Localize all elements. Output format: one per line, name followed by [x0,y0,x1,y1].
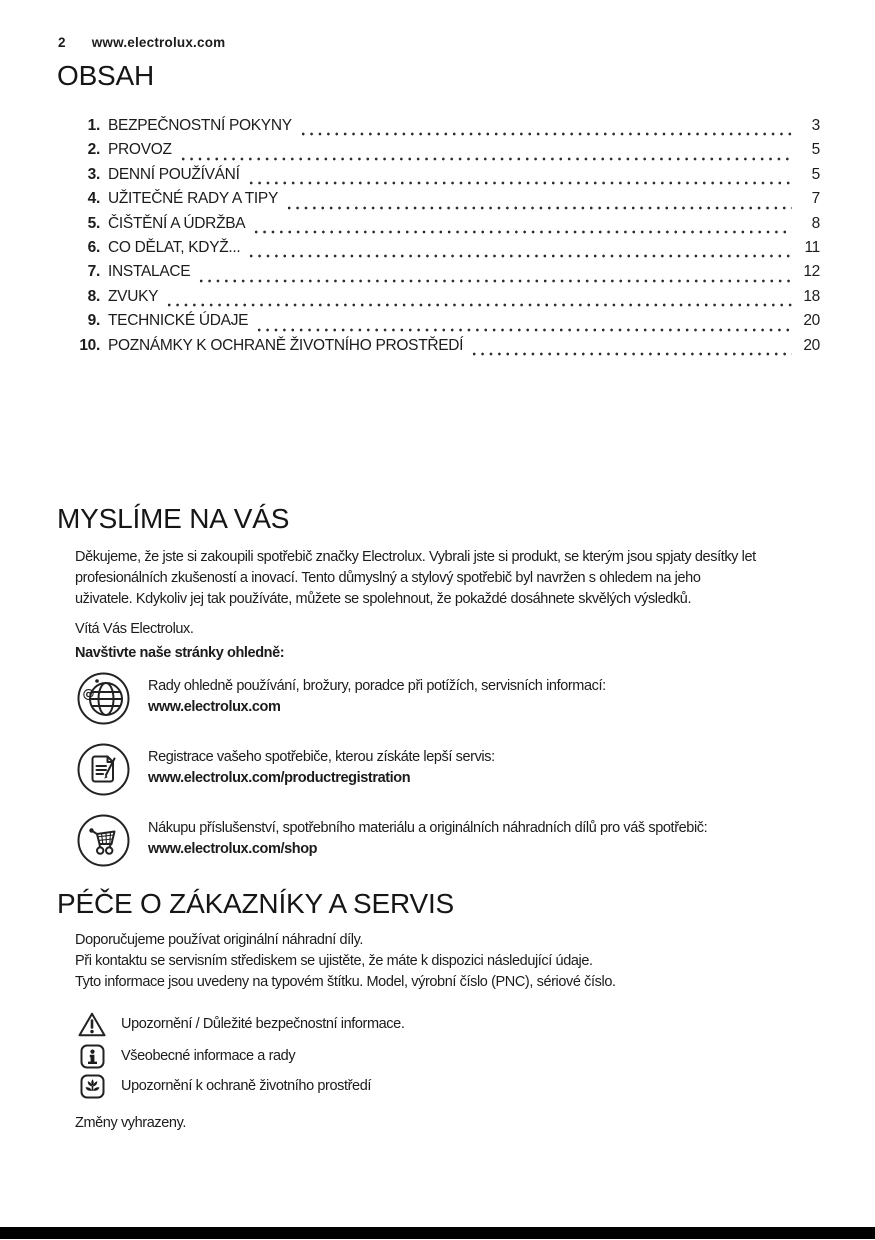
welcome-line: Vítá Vás Electrolux. [75,621,194,637]
toc-entry-number: 3. [87,165,100,183]
toc-entry-label: TECHNICKÉ ÚDAJE [108,312,249,330]
care-line: Tyto informace jsou uvedeny na typovém štítku. Model, výrobní číslo (PNC), sériové číslo. [75,973,616,990]
toc-entry-number: 4. [87,190,100,208]
resource-item-registration [76,742,707,797]
toc-entry-page: 5 [811,141,820,159]
dotted-leader [247,239,792,263]
header-website: www.electrolux.com [91,35,226,50]
globe-at-icon [76,671,131,726]
dotted-leader [197,263,792,287]
toc-entry-page: 20 [803,312,820,330]
customer-care-title: PÉČE O ZÁKAZNÍKY A SERVIS [57,888,455,919]
page-header [58,35,225,50]
toc-entry-page: 12 [803,263,820,281]
toc-entry [60,239,820,263]
toc-entry-page: 5 [811,165,820,183]
legend-item-info [76,1043,404,1069]
toc-entry-label: CO DĚLAT, KDYŽ... [108,238,241,256]
toc-entry-label: UŽITEČNÉ RADY A TIPY [108,190,279,208]
resource-item-shop [76,813,707,868]
toc-entry-label: INSTALACE [108,263,191,281]
care-line: Doporučujeme používat originální náhradní díly. [75,932,364,948]
legend-text: Všeobecné informace a rady [121,1048,296,1064]
toc-entry [60,141,820,165]
toc-entry-page: 11 [804,238,820,256]
toc-entry-number: 1. [87,117,100,134]
resource-url[interactable]: www.electrolux.com [148,698,281,715]
toc-entry-number: 7. [87,263,100,281]
dotted-leader [255,312,792,336]
legend-item-eco [76,1073,404,1099]
toc-entry-label: ZVUKY [108,287,159,305]
we-think-of-you-title: MYSLÍME NA VÁS [57,503,290,534]
toc-entry-number: 5. [87,214,100,232]
toc-entry-page: 3 [811,117,820,134]
toc-entry-page: 18 [803,287,820,305]
resource-item-advice [76,671,707,726]
dotted-leader [299,117,792,141]
toc-entry-number: 2. [87,141,100,159]
toc-entry [60,263,820,287]
dotted-leader [247,166,792,190]
toc-entry-label: ČIŠTĚNÍ A ÚDRŽBA [108,214,246,232]
toc-entry [60,312,820,336]
toc-entry [60,215,820,239]
svg-text:@: @ [82,687,95,701]
toc-entry-number: 9. [87,312,100,330]
resource-description: Rady ohledně používání, brožury, poradce při potížích, servisních informací: [148,678,606,694]
resource-description: Nákupu příslušenství, spotřebního materiálu a originálních náhradních dílů pro váš spotřebič: [148,820,708,836]
warning-triangle-icon [76,1011,108,1038]
visit-sites-label: Navštivte naše stránky ohledně: [75,645,285,661]
resource-url[interactable]: www.electrolux.com/shop [148,840,318,857]
toc-entry-label: DENNÍ POUŽÍVÁNÍ [108,165,240,183]
toc-entry-number: 10. [79,336,100,354]
toc-entry [60,337,820,361]
dotted-leader [470,337,792,361]
intro-line: Děkujeme, že jste si zakoupili spotřebič značky Electrolux. Vybrali jste si produkt, se kterým jsou spjaty desítky let [75,549,756,565]
intro-line: uživatele. Kdykoliv jej tak používáte, můžete se spolehnout, že pokaždé dosáhnete skvělých výsledků. [75,590,692,607]
info-icon [76,1044,108,1069]
dotted-leader [179,141,792,165]
resource-description: Registrace vašeho spotřebiče, kterou získáte lepší servis: [148,749,495,765]
dotted-leader [165,288,792,312]
toc-entry [60,166,820,190]
legend-text: Upozornění k ochraně životního prostředí [121,1078,371,1094]
subject-to-change-note: Změny vyhrazeny. [75,1115,186,1131]
legend-text: Upozornění / Důležité bezpečnostní informace. [121,1016,405,1032]
page-bottom-bar [0,1227,875,1239]
resource-links [76,671,707,884]
toc-title: OBSAH [57,60,155,91]
table-of-contents [60,117,820,361]
toc-entry-page: 7 [811,190,820,208]
toc-entry-label: PROVOZ [108,141,172,159]
symbol-legend [76,1009,404,1103]
customer-care-paragraph [75,930,616,992]
intro-line: profesionálních zkušeností a inovací. Tento důmyslný a stylový spotřebič byl navržen s ohledem na jeho [75,569,701,586]
legend-item-warning [76,1009,404,1039]
registration-document-icon [76,742,131,797]
shopping-cart-icon [76,813,131,868]
toc-entry-label: BEZPEČNOSTNÍ POKYNY [108,117,292,134]
eco-flower-icon [76,1074,108,1099]
dotted-leader [252,215,792,239]
care-line: Při kontaktu se servisním střediskem se ujistěte, že máte k dispozici následující údaje. [75,952,593,969]
toc-entry-number: 6. [87,238,100,256]
resource-url[interactable]: www.electrolux.com/productregistration [148,769,411,786]
toc-entry-number: 8. [87,287,100,305]
toc-entry [60,117,820,141]
toc-entry [60,288,820,312]
toc-entry-page: 20 [803,336,820,354]
toc-entry-page: 8 [811,214,820,232]
intro-paragraph [75,547,756,609]
page-number: 2 [58,35,66,50]
toc-entry [60,190,820,214]
toc-entry-label: POZNÁMKY K OCHRANĚ ŽIVOTNÍHO PROSTŘEDÍ [108,336,464,354]
dotted-leader [285,190,792,214]
